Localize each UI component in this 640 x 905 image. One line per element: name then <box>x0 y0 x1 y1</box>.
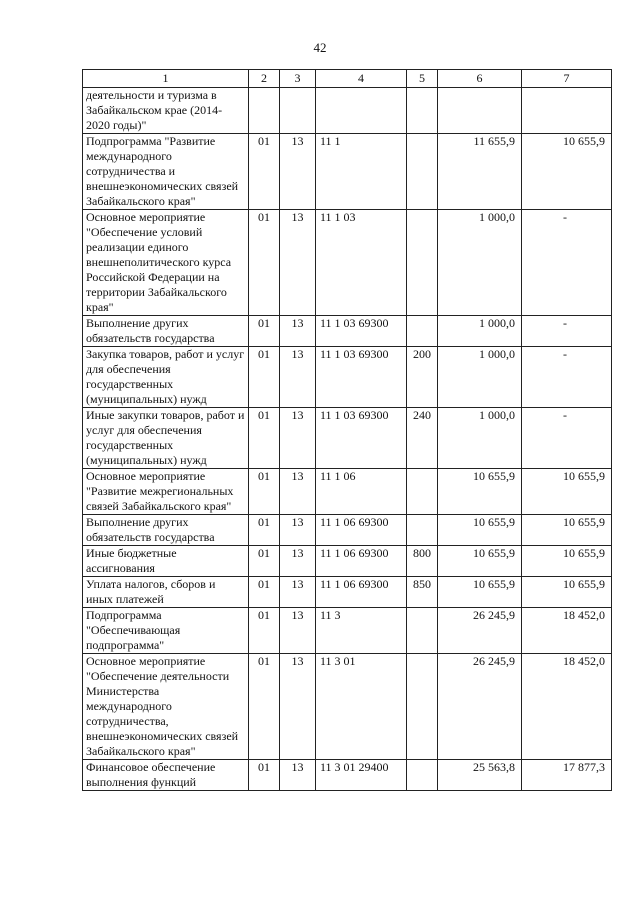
row-name: Иные бюджетные ассигнования <box>83 546 249 577</box>
row-amount-2: 10 655,9 <box>522 469 612 515</box>
header-row <box>83 70 612 88</box>
header-col-5: 5 <box>407 70 438 88</box>
row-target-code <box>316 88 407 134</box>
row-subsection: 13 <box>280 577 316 608</box>
row-target-code: 11 3 01 <box>316 654 407 760</box>
row-amount-2: - <box>522 408 612 469</box>
row-subsection: 13 <box>280 654 316 760</box>
row-name: деятельности и туризма в Забайкальском крае (2014-2020 годы)" <box>83 88 249 134</box>
row-target-code: 11 3 <box>316 608 407 654</box>
row-section: 01 <box>249 515 280 546</box>
table-row <box>83 760 612 791</box>
row-amount-1: 10 655,9 <box>438 546 522 577</box>
row-amount-2: 10 655,9 <box>522 515 612 546</box>
row-section: 01 <box>249 577 280 608</box>
header-col-2: 2 <box>249 70 280 88</box>
table-row <box>83 608 612 654</box>
row-amount-2: 10 655,9 <box>522 577 612 608</box>
row-section: 01 <box>249 210 280 316</box>
budget-table <box>82 69 612 791</box>
header-col-3: 3 <box>280 70 316 88</box>
row-amount-1: 10 655,9 <box>438 515 522 546</box>
row-expense-type <box>407 469 438 515</box>
row-amount-1: 1 000,0 <box>438 347 522 408</box>
row-expense-type: 200 <box>407 347 438 408</box>
header-col-6: 6 <box>438 70 522 88</box>
row-expense-type <box>407 608 438 654</box>
row-section: 01 <box>249 408 280 469</box>
row-expense-type: 800 <box>407 546 438 577</box>
row-subsection: 13 <box>280 760 316 791</box>
row-target-code: 11 1 03 69300 <box>316 316 407 347</box>
row-expense-type: 850 <box>407 577 438 608</box>
row-target-code: 11 1 06 69300 <box>316 546 407 577</box>
row-expense-type <box>407 654 438 760</box>
row-section: 01 <box>249 608 280 654</box>
row-name: Основное мероприятие "Обеспечение деятельности Министерства международного сотрудничества, внешнеэкономических связей Забайкальского края" <box>83 654 249 760</box>
header-col-4: 4 <box>316 70 407 88</box>
row-subsection: 13 <box>280 469 316 515</box>
row-section: 01 <box>249 347 280 408</box>
row-amount-1: 1 000,0 <box>438 210 522 316</box>
row-expense-type <box>407 316 438 347</box>
page-number: 42 <box>313 40 327 55</box>
row-subsection: 13 <box>280 347 316 408</box>
header-col-1: 1 <box>83 70 249 88</box>
row-amount-1: 1 000,0 <box>438 316 522 347</box>
row-name: Выполнение других обязательств государства <box>83 515 249 546</box>
row-target-code: 11 1 06 69300 <box>316 577 407 608</box>
table-row <box>83 469 612 515</box>
row-amount-1: 11 655,9 <box>438 134 522 210</box>
row-target-code: 11 1 <box>316 134 407 210</box>
row-name: Подпрограмма "Развитие международного сотрудничества и внешнеэкономических связей Забайкальского края" <box>83 134 249 210</box>
row-amount-2: - <box>522 210 612 316</box>
table-row <box>83 654 612 760</box>
row-subsection: 13 <box>280 546 316 577</box>
row-amount-1: 10 655,9 <box>438 577 522 608</box>
row-amount-2: - <box>522 316 612 347</box>
table-row <box>83 546 612 577</box>
row-expense-type <box>407 760 438 791</box>
table-row <box>83 347 612 408</box>
row-amount-2: 18 452,0 <box>522 654 612 760</box>
row-target-code: 11 3 01 29400 <box>316 760 407 791</box>
row-amount-2 <box>522 88 612 134</box>
row-target-code: 11 1 06 69300 <box>316 515 407 546</box>
row-section <box>249 88 280 134</box>
row-target-code: 11 1 03 <box>316 210 407 316</box>
row-section: 01 <box>249 760 280 791</box>
row-expense-type: 240 <box>407 408 438 469</box>
row-subsection: 13 <box>280 210 316 316</box>
row-name: Финансовое обеспечение выполнения функций <box>83 760 249 791</box>
row-amount-2: - <box>522 347 612 408</box>
row-amount-1: 25 563,8 <box>438 760 522 791</box>
row-expense-type <box>407 210 438 316</box>
row-section: 01 <box>249 316 280 347</box>
row-name: Основное мероприятие "Развитие межрегиональных связей Забайкальского края" <box>83 469 249 515</box>
row-target-code: 11 1 03 69300 <box>316 408 407 469</box>
row-subsection: 13 <box>280 408 316 469</box>
row-amount-1 <box>438 88 522 134</box>
row-expense-type <box>407 515 438 546</box>
table-row <box>83 515 612 546</box>
row-expense-type <box>407 134 438 210</box>
row-section: 01 <box>249 654 280 760</box>
row-amount-2: 18 452,0 <box>522 608 612 654</box>
row-subsection: 13 <box>280 608 316 654</box>
row-amount-2: 10 655,9 <box>522 546 612 577</box>
row-amount-1: 26 245,9 <box>438 608 522 654</box>
row-name: Уплата налогов, сборов и иных платежей <box>83 577 249 608</box>
table-row <box>83 408 612 469</box>
row-section: 01 <box>249 134 280 210</box>
row-name: Подпрограмма "Обеспечивающая подпрограмма" <box>83 608 249 654</box>
row-name: Закупка товаров, работ и услуг для обеспечения государственных (муниципальных) нужд <box>83 347 249 408</box>
row-name: Основное мероприятие "Обеспечение условий реализации единого внешнеполитического курса Российской Федерации на территории Забайкальского края" <box>83 210 249 316</box>
row-section: 01 <box>249 469 280 515</box>
header-col-7: 7 <box>522 70 612 88</box>
table-row <box>83 316 612 347</box>
row-target-code: 11 1 03 69300 <box>316 347 407 408</box>
row-name: Выполнение других обязательств государства <box>83 316 249 347</box>
table-row <box>83 210 612 316</box>
row-subsection: 13 <box>280 316 316 347</box>
table-row <box>83 134 612 210</box>
row-amount-1: 26 245,9 <box>438 654 522 760</box>
table-row <box>83 88 612 134</box>
row-name: Иные закупки товаров, работ и услуг для обеспечения государственных (муниципальных) нужд <box>83 408 249 469</box>
row-amount-1: 10 655,9 <box>438 469 522 515</box>
row-target-code: 11 1 06 <box>316 469 407 515</box>
row-section: 01 <box>249 546 280 577</box>
row-amount-2: 17 877,3 <box>522 760 612 791</box>
row-amount-1: 1 000,0 <box>438 408 522 469</box>
row-subsection <box>280 88 316 134</box>
row-subsection: 13 <box>280 134 316 210</box>
row-subsection: 13 <box>280 515 316 546</box>
row-expense-type <box>407 88 438 134</box>
row-amount-2: 10 655,9 <box>522 134 612 210</box>
table-row <box>83 577 612 608</box>
